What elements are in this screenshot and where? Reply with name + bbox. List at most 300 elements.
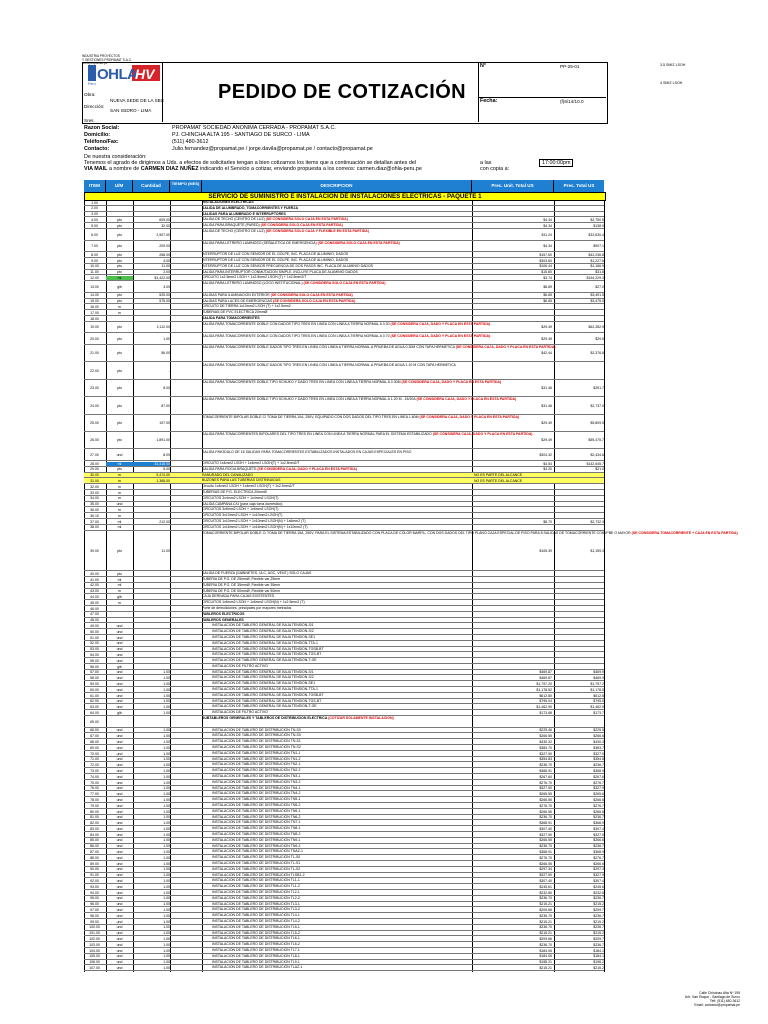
descripcion-note: (COTIZAR SOLAMENTE INSTALACION) — [328, 716, 394, 721]
cell-um: ml — [117, 577, 122, 582]
cell-descripcion — [202, 473, 472, 477]
cell-item: 50.00 — [90, 629, 99, 634]
cell-item: 92.00 — [90, 879, 99, 884]
cell-item: 34.00 — [90, 496, 99, 501]
descripcion-text: INSTALACION DE TABLERO GENERAL DE BAJA TENSION-TTA-1 — [212, 687, 318, 692]
cell-item: 94.00 — [90, 890, 99, 895]
cell-um: und — [116, 652, 123, 657]
cell-precio-unit: $304.32 — [539, 452, 552, 457]
descripcion-note: (SE CONSIDERA CAJA, DADO Y PLACA EN ESTA PARTIDA) — [390, 333, 491, 338]
col-item: ITEM — [84, 180, 106, 192]
cell-descripcion — [202, 200, 472, 204]
descripcion-text: INSTALACION DE TABLERO DE DISTRIBUCION TN9-2 — [212, 843, 301, 848]
body-contact-name: CARMEN DIAZ NUÑEZ — [140, 166, 199, 172]
cell-cantidad: 1.00 — [163, 861, 170, 866]
cell-precio-unit: $184.06 — [539, 948, 552, 953]
cell-um: und — [116, 960, 123, 965]
cell-precio-unit: $276.70 — [539, 855, 552, 860]
cell-um: m — [118, 589, 121, 594]
table-row — [84, 716, 604, 728]
cell-um: und — [116, 635, 123, 640]
cell-cantidad: 609.00 — [159, 218, 170, 223]
cell-um: und — [116, 693, 123, 698]
cell-um: und — [116, 948, 123, 953]
telefono-label: Teléfono/Fax: — [84, 139, 119, 145]
cell-item: 51.00 — [90, 635, 99, 640]
descripcion-text: SALIDA PARA TOMACORRIENTES BIPOLARES DEL TIPO TRES EN LINEA CON LINEA A TIERRA NORMAL PARA EL SISTEMA ESTABILIZADO — [202, 432, 433, 437]
cell-um: pto — [117, 223, 122, 228]
cell-item: 71.00 — [90, 757, 99, 762]
descripcion-text: SALIDA DE TECHO (CENTRO DE LUZ) — [202, 217, 266, 222]
cell-descripcion — [202, 954, 482, 958]
descripcion-text: TUBERIAS DE PVC ELECTRICA 20mmØ — [202, 310, 268, 315]
cell-precio-total: $5,809.5 — [590, 421, 604, 426]
descripcion-text: INSTALACION DE TABLERO DE DISTRIBUCION TN2-2 — [212, 768, 301, 773]
cell-precio-total: $194,229.3 — [586, 276, 604, 281]
cell-um: und — [116, 768, 123, 773]
cell-precio-total: $327.9 — [593, 786, 604, 791]
cell-item: 19.00 — [90, 325, 99, 330]
cell-cantidad: 1.00 — [163, 844, 170, 849]
company-line-1: INDUSTRIA PROYECTOS — [82, 54, 120, 58]
cell-cantidad: 1.00 — [163, 960, 170, 965]
cell-precio-unit: $4.20 — [543, 467, 552, 472]
col-precio-unit: Prec. Unit. Total US — [472, 180, 554, 192]
cell-cantidad: 1.00 — [163, 699, 170, 704]
descripcion-text: CIRCUITO DE TIERRA 1x10mm2 LSOH (T) + 1x2.5mm2 — [202, 304, 291, 309]
contacto-label: Contacto: — [84, 146, 110, 152]
table-row — [84, 415, 604, 432]
cell-descripcion — [202, 206, 472, 210]
cell-precio-total: $236.7 — [593, 763, 604, 768]
descripcion-text: CIRCUITOS 3x6mm2 LSOH + 1x6mm2 LSOH(T) — [202, 507, 279, 512]
cell-item: 107.00 — [89, 966, 100, 971]
cell-precio-total: $236.7 — [593, 896, 604, 901]
cell-descripcion — [202, 884, 482, 888]
cell-descripcion — [202, 275, 472, 279]
col-precio-total: Prec. Total US — [563, 183, 595, 188]
table-row — [84, 397, 604, 414]
cell-descripcion — [202, 606, 472, 610]
cell-item: 37.00 — [90, 519, 99, 524]
cell-descripcion — [202, 675, 482, 679]
cell-cantidad: 1.00 — [163, 676, 170, 681]
cell-precio-unit: $29.49 — [541, 336, 552, 341]
cell-descripcion — [202, 264, 472, 268]
cell-precio-total: $907.1 — [593, 244, 604, 249]
descripcion-text: CIRCUITOS 1x10mm2 LSOH + 1x10mm2 LSOH(N) + 1x6mm2 (T) — [202, 518, 306, 523]
cell-um: und — [116, 763, 123, 768]
cell-precio-unit: $173.68 — [539, 710, 552, 715]
direccion-value: SAN ISIDRO - LIMA — [110, 108, 152, 113]
cell-item: 64.00 — [90, 710, 99, 715]
cell-precio-total: $1,178.5 — [590, 687, 604, 692]
cell-precio-unit: $31.46 — [541, 403, 552, 408]
descripcion-text: INSTALACION DE TABLERO DE DISTRIBUCION TL8-1 — [212, 953, 300, 958]
body-emails: indicando el Servicio a cotizar, enviando propuesta a los correos: carmen.diaz@ohla-peru.pe — [198, 166, 422, 172]
cell-precio-total: $469.9 — [593, 670, 604, 675]
cell-item: 95.00 — [90, 896, 99, 901]
cell-um: und — [116, 937, 123, 942]
descripcion-text: CIRCUITOS 3x4mm2 LSOH + 1x4mm2 LSOH(T) — [202, 495, 279, 500]
cell-descripcion — [202, 733, 482, 737]
cell-precio-unit: $236.70 — [539, 844, 552, 849]
cell-item: 83.00 — [90, 826, 99, 831]
descripcion-note: (SE CONSIDERA CAJA, DADO Y PLACA EN ESTA PARTIDA) — [432, 432, 533, 437]
cell-descripcion — [202, 461, 472, 465]
cell-descripcion — [202, 757, 482, 761]
cell-precio-total: $184.1 — [593, 948, 604, 953]
page-title: PEDIDO DE COTIZACIÓN — [218, 81, 467, 103]
descripcion-text: INSTALACION DE TABLERO DE DISTRIBUCION TN-S1 — [212, 739, 301, 744]
cell-precio-unit: $4.54 — [543, 461, 552, 466]
cell-precio-unit: $8.89 — [543, 284, 552, 289]
cell-um: m — [118, 484, 121, 489]
cell-descripcion — [202, 513, 472, 517]
cell-item: 55.00 — [90, 658, 99, 663]
cell-descripcion — [202, 212, 472, 216]
cell-um: pto — [117, 252, 122, 257]
cell-cantidad: 8.00 — [163, 452, 170, 457]
cell-um: und — [116, 734, 123, 739]
table-row — [84, 333, 604, 345]
cell-descripcion — [202, 310, 472, 314]
cell-um: m — [118, 496, 121, 501]
cell-item: 12.00 — [90, 276, 99, 281]
cell-precio-total: $327.9 — [593, 873, 604, 878]
cell-item: 99.00 — [90, 919, 99, 924]
cell-um: und — [116, 797, 123, 802]
cell-item: 91.00 — [90, 873, 99, 878]
cell-cantidad: 1.00 — [163, 803, 170, 808]
cell-descripcion — [202, 838, 482, 842]
cell-precio-total: $21.0 — [595, 467, 604, 472]
cell-descripcion — [202, 571, 472, 575]
cell-item: 43.00 — [90, 589, 99, 594]
col-tiempo: TIEMPO (MES) — [170, 180, 202, 192]
cell-descripcion — [202, 397, 517, 415]
cell-cantidad: 1.00 — [163, 908, 170, 913]
cell-item: 20.00 — [90, 336, 99, 341]
cell-precio-unit: $266.55 — [539, 797, 552, 802]
cell-precio-unit: $276.70 — [539, 780, 552, 785]
cell-precio-total: $368.9 — [593, 768, 604, 773]
cell-um: und — [116, 966, 123, 971]
cell-um: m — [118, 305, 121, 310]
cell-um: und — [116, 780, 123, 785]
cell-precio-unit: $297.34 — [539, 867, 552, 872]
cell-precio-unit: NO ES PARTE DEL ALCANCE — [474, 473, 523, 478]
descripcion-text: INSTALACION DE TABLERO DE DISTRIBUCION TN8-2 — [212, 832, 301, 836]
cell-cantidad: 1.00 — [163, 815, 170, 820]
cell-cantidad: 1.00 — [163, 919, 170, 924]
cell-cantidad: 1.00 — [163, 739, 170, 744]
cell-item: 45.00 — [90, 600, 99, 605]
cell-item: 101.00 — [89, 931, 100, 936]
cell-item: 26.00 — [90, 438, 99, 443]
cell-item: 13.00 — [90, 284, 99, 289]
razon-value: PROPAMAT SOCIEDAD ANONIMA CERRADA - PROPAMAT S.A.C. — [172, 125, 336, 131]
body-a-nombre: a nombre de — [107, 166, 141, 172]
cell-item: 103.00 — [89, 942, 100, 947]
descripcion-text: SALIDA PARA LETRERO LUMINOSO (LOGO INSTITUCIONAL) — [202, 281, 304, 286]
cell-um: pto — [117, 232, 122, 237]
cell-descripcion — [202, 826, 482, 830]
cell-um: und — [116, 867, 123, 872]
cell-descripcion — [202, 281, 472, 293]
cell-um: und — [116, 855, 123, 860]
cell-item: 93.00 — [90, 884, 99, 889]
cell-descripcion — [202, 902, 482, 906]
cell-descripcion — [202, 432, 533, 450]
cell-item: 57.00 — [90, 670, 99, 675]
descripcion-text: SALIDAS PARA ILUMINACION EXTERIOR — [202, 292, 271, 297]
cell-precio-total: $142,645.7 — [586, 461, 604, 466]
cell-um: und — [116, 647, 123, 652]
cell-cantidad: 1.00 — [163, 693, 170, 698]
descripcion-text: INSTALACION DE TABLERO DE DISTRIBUCION TN2-1 — [212, 762, 301, 767]
cell-precio-unit: $1,462.90 — [536, 705, 552, 710]
cell-um: und — [116, 925, 123, 930]
cell-cantidad: 1.00 — [163, 734, 170, 739]
cell-precio-unit: $368.91 — [539, 821, 552, 826]
cell-cantidad: 1.00 — [163, 879, 170, 884]
cell-descripcion — [202, 223, 472, 227]
cell-precio-unit: $4.34 — [543, 244, 552, 249]
cell-item: 41.00 — [90, 577, 99, 582]
cell-precio-total: $209.7 — [593, 937, 604, 942]
cell-item: 44.00 — [90, 595, 99, 600]
cell-descripcion — [202, 849, 482, 853]
cell-item: 72.00 — [90, 763, 99, 768]
date-value: (f)6/14/10.0 — [560, 99, 584, 104]
cell-descripcion — [202, 809, 482, 813]
cell-cantidad: 1.00 — [163, 797, 170, 802]
cell-descripcion — [202, 612, 472, 616]
domicilio-value: PJ. CHINCHA ALTA 195 - SANTIAGO DE SURCO - LIMA — [172, 132, 310, 138]
cell-cantidad: 1.00 — [163, 710, 170, 715]
descripcion-text: TOMACORRIENTE BIPOLAR DOBLE C/ TOMA DE TIERRA 15A, 250V, PARA EL SISTEMA ESTABILIZADO CON PLACA DE COLOR MARFIL, CON DOS DADOS DEL TIPO PLANO CAJA ESPECIAL DE PISO PARA 8 SALIDAS DE TOMACORRIENTE CON IPBE O MAYOR — [202, 530, 632, 535]
descripcion-text: INSTALACION DE TABLERO GENERAL DE BAJA TENSION-TGS-BT — [212, 698, 322, 703]
logo-text-hv: HV — [135, 66, 155, 82]
descripcion-text: INSTALACION DE TABLERO DE DISTRIBUCION TN6-2 — [212, 814, 301, 819]
cell-descripcion — [202, 217, 472, 221]
cell-um: und — [116, 705, 123, 710]
cell-precio-unit: $209.66 — [539, 937, 552, 942]
cell-um: m — [118, 310, 121, 315]
cell-cantidad: 8.00 — [163, 386, 170, 391]
descripcion-note: (SE CONSIDERA SOLO CAJA EN ESTA PARTIDA) — [303, 281, 386, 286]
cell-precio-unit: $1,797.20 — [536, 681, 552, 686]
cell-precio-unit: $4.34 — [543, 223, 552, 228]
cell-item: 88.00 — [90, 855, 99, 860]
cell-precio-unit: $469.87 — [539, 670, 552, 675]
cell-cantidad: 1.00 — [163, 954, 170, 959]
header-divider-right — [478, 62, 479, 122]
descripcion-text: INSTALACION DE TABLERO DE DISTRIBUCION TL2-1 — [212, 889, 300, 894]
cell-precio-total: $32,630.4 — [588, 232, 604, 237]
cell-precio-total: $236.7 — [593, 942, 604, 947]
cell-um: und — [116, 908, 123, 913]
cell-item: 36.10 — [90, 513, 99, 518]
cell-precio-unit: $430.32 — [539, 739, 552, 744]
table-row — [84, 345, 604, 362]
descripcion-text: TUBERIA DE P.G. DE 35mmØ, Flexible var 35mm — [202, 582, 281, 587]
cell-um: ml — [106, 276, 133, 280]
descripcion-text: RANURADO DEL CANALIZADO — [202, 472, 254, 477]
cell-cantidad: 2,112.00 — [156, 325, 170, 330]
cell-item: 106.00 — [89, 960, 100, 965]
cell-um: und — [116, 850, 123, 855]
cell-precio-total: $1,159.3 — [590, 548, 604, 553]
cell-descripcion — [202, 658, 482, 662]
descripcion-text: CIRCUITO 1x4mm2 LSOH + 1x4mm2 LSOH(T) + 1x2.5mm2/T — [202, 460, 300, 465]
cell-precio-unit: $265.55 — [539, 792, 552, 797]
cell-descripcion — [202, 844, 482, 848]
descripcion-text: INSTALACION DE TABLERO DE DISTRIBUCION TL1-1 — [212, 878, 300, 883]
cell-descripcion — [202, 780, 482, 784]
cell-cantidad: 1.00 — [163, 884, 170, 889]
cell-precio-total: $266.6 — [593, 734, 604, 739]
cell-um: glb — [117, 284, 122, 289]
cell-descripcion — [202, 333, 491, 345]
cell-cantidad: 1.00 — [163, 925, 170, 930]
cell-item: 89.00 — [90, 861, 99, 866]
company-line-2: Y GESTIONES PROPAMAT S.A.C. — [82, 57, 132, 62]
cell-item: 31.00 — [90, 479, 99, 484]
descripcion-note: (SE CONSIDERA TOMACORRIENTE + CAJA EN ESTA PARTIDA) — [631, 530, 738, 535]
rate-note-1: 3.5 SMIZ LSOH — [660, 63, 686, 67]
cell-descripcion — [202, 525, 472, 529]
cell-cantidad: 1.00 — [163, 867, 170, 872]
cell-precio-total: $236.7 — [593, 844, 604, 849]
cell-precio-total: $368.9 — [593, 821, 604, 826]
cell-precio-total: $2,750.5 — [590, 218, 604, 223]
descripcion-note: (SE CONSIDERA SOLO CAJA EN ESTA PARTIDA) — [260, 223, 343, 228]
descripcion-text: INSTALACION DE TABLERO DE DISTRIBUCION TL1-2 — [212, 884, 300, 889]
cell-cantidad: 31,418.00 — [133, 462, 170, 466]
col-descripcion: DESCRIPCION — [202, 180, 472, 192]
table-header — [84, 180, 604, 192]
descripcion-text: INSTALACION DE FILTRO ACTIVO — [212, 663, 268, 668]
cell-cantidad: 11.00 — [161, 264, 170, 269]
table-row — [84, 530, 738, 572]
descripcion-text: INSTALACION DE TABLERO GENERAL DE BAJA TENSION-S/2 — [212, 675, 314, 680]
descripcion-text: INSTALACION DE TABLERO DE DISTRIBUCION TN7-1 — [212, 820, 301, 825]
descripcion-text: INTERRUPTOR DE LUZ CON SENSOR DE EL GOLPE, INC. PLACA DE ALUMINIO, DADOS — [202, 252, 349, 257]
cell-cantidad: 1.00 — [163, 792, 170, 797]
descripcion-text: INSTALACION DE TABLERO DE DISTRIBUCION TN-S0 — [212, 733, 301, 738]
cell-descripcion — [202, 484, 472, 488]
cell-precio-total: $215.2 — [593, 931, 604, 936]
cell-precio-total: $138.9 — [593, 223, 604, 228]
cell-descripcion — [202, 647, 482, 651]
descripcion-note: (SE CONSIDERA SOLO CAJA EN ESTA PARTIDA) — [265, 217, 348, 222]
cell-item: 16.00 — [90, 305, 99, 310]
cell-um: pto — [117, 293, 122, 298]
cell-precio-total: $225.5 — [593, 728, 604, 733]
cell-precio-total: $1,797.2 — [590, 681, 604, 686]
cell-item: 60.00 — [90, 687, 99, 692]
cell-descripcion — [202, 258, 472, 262]
cell-cantidad: 1,891.00 — [156, 438, 170, 443]
cell-um: und — [116, 838, 123, 843]
cell-item: 76.00 — [90, 786, 99, 791]
cell-item: 39.00 — [90, 548, 99, 553]
cell-cantidad: 87.00 — [161, 403, 170, 408]
cell-precio-unit: $327.90 — [539, 751, 552, 756]
cell-item: 62.00 — [90, 699, 99, 704]
descripcion-note: (SE CONSIDERA SOLO CAJA Y FLEXIBLE EN ESTA PARTIDA) — [265, 229, 369, 234]
descripcion-text: INSTALACION DE TABLERO GENERAL DE BAJA TENSION-TGSB-BT — [212, 646, 324, 651]
cell-precio-unit: $4.34 — [543, 218, 552, 223]
cell-descripcion — [202, 728, 482, 732]
cell-cantidad: 1.00 — [163, 855, 170, 860]
cell-descripcion — [202, 322, 491, 334]
cell-descripcion — [202, 699, 482, 703]
cell-um: m — [118, 473, 121, 478]
cell-cantidad: 1.00 — [163, 780, 170, 785]
cell-um: und — [116, 774, 123, 779]
cell-um: pto — [117, 438, 122, 443]
cell-um: m — [118, 513, 121, 518]
cell-item: 58.00 — [90, 676, 99, 681]
descripcion-text: INSTALACION DE TABLERO DE DISTRIBUCION TN3-1 — [212, 774, 301, 779]
descripcion-text: INSTALACION DE TABLERO DE DISTRIBUCION TL3-1 — [212, 901, 300, 906]
cell-descripcion — [202, 629, 482, 633]
cell-precio-unit: $383.70 — [539, 745, 552, 750]
cell-um: und — [116, 757, 123, 762]
cell-um: und — [116, 942, 123, 947]
cell-um: und — [116, 826, 123, 831]
cell-cantidad: 1.00 — [163, 670, 170, 675]
descripcion-text: TABLEROS ELECTRICOS — [202, 611, 245, 616]
cell-precio-total: $42,236.8 — [588, 252, 604, 257]
cell-precio-total: $215.2 — [593, 966, 604, 971]
cell-cantidad: 1.00 — [163, 942, 170, 947]
cell-item: 87.00 — [90, 850, 99, 855]
cell-item: 33.00 — [90, 490, 99, 495]
cell-descripcion — [202, 414, 520, 433]
consideracion-text: De nuestra consideración: — [84, 154, 147, 160]
cell-um: und — [116, 884, 123, 889]
cell-precio-unit: $236.70 — [539, 942, 552, 947]
descripcion-text: INSTALACION DE TABLERO GENERAL DE BAJA TENSION-TGS-BT — [212, 652, 322, 657]
cell-descripcion — [202, 583, 472, 587]
cell-item: 105.00 — [89, 954, 100, 959]
cell-descripcion — [202, 362, 472, 380]
descripcion-text: INSTALACION DE TABLERO DE DISTRIBUCION TL7-1 — [212, 947, 300, 952]
cell-precio-unit: $266.55 — [539, 838, 552, 843]
cell-item: 63.00 — [90, 705, 99, 710]
cell-item: 23.00 — [90, 386, 99, 391]
cell-cantidad: 1.00 — [163, 728, 170, 733]
cell-precio-unit: $11.24 — [541, 232, 552, 237]
cell-cantidad: 1.00 — [163, 681, 170, 686]
cell-precio-total: $27.0 — [595, 284, 604, 289]
cell-descripcion — [202, 652, 482, 656]
descripcion-text: SALIDA CAMPANA C/U (para caja toma doméstico) — [202, 501, 283, 506]
descripcion-text: INSTALACION DE TABLERO GENERAL DE BAJA TENSION-S/1 — [212, 669, 314, 674]
descripcion-note: (SE CONSIDERA CAJA, DADO Y PLACA EN ESTA PARTIDA) — [390, 322, 491, 327]
cell-precio-unit: $225.46 — [539, 728, 552, 733]
table-row — [84, 362, 604, 379]
cell-precio-total: $276.7 — [593, 780, 604, 785]
cell-item: 86.00 — [90, 844, 99, 849]
cell-um: und — [116, 641, 123, 646]
cell-item: 104.00 — [89, 948, 100, 953]
cell-cantidad: 1.00 — [163, 850, 170, 855]
